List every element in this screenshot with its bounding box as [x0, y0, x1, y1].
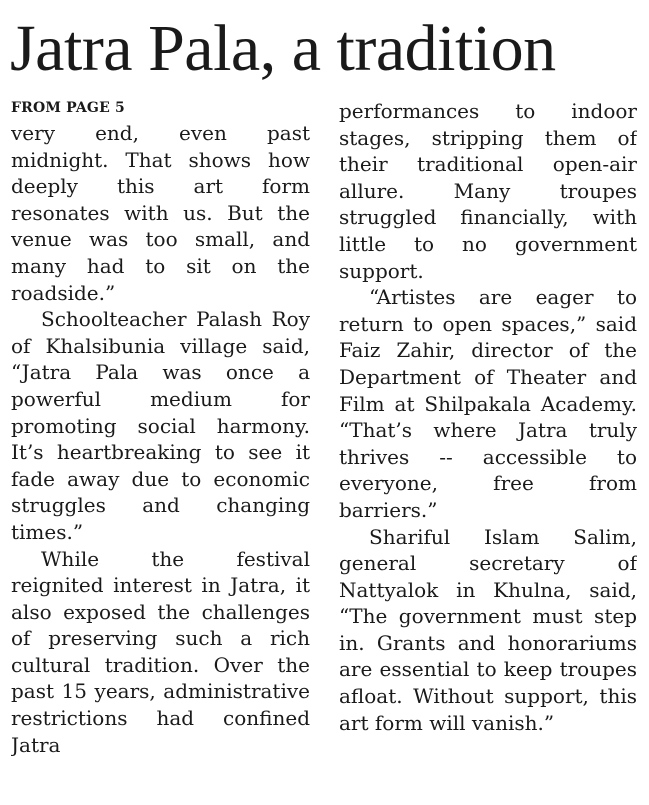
- paragraph: Schoolteacher Palash Roy of Khalsibunia village said, “Jatra Pala was once a powerful medium for promoting social harmony. It’s heartbreaking to see it fade away due to economic struggles and changing times.”: [11, 307, 310, 544]
- article-column-2: [339, 98, 637, 798]
- article-column-1: [11, 120, 310, 792]
- paragraph: “Artistes are eager to return to open spaces,” said Faiz Zahir, director of the Department of Theater and Film at Shilpakala Academy. “That’s where Jatra truly thrives -- accessible to everyone, free from barriers.”: [339, 285, 637, 522]
- paragraph: very end, even past midnight. That shows how deeply this art form resonates with us. But the venue was too small, and many had to sit on the roadside.”: [11, 121, 310, 305]
- headline: Jatra Pala, a tradition: [10, 12, 556, 85]
- paragraph: performances to indoor stages, stripping them of their traditional open-air allure. Many troupes struggled financially, with little to no government support.: [339, 99, 637, 283]
- paragraph: While the festival reignited interest in Jatra, it also exposed the challenges of preserving such a rich cultural tradition. Over the past 15 years, administrative restrictions had confined Jatra: [11, 546, 310, 757]
- paragraph: Shariful Islam Salim, general secretary of Nattyalok in Khulna, said, “The government must step in. Grants and honorariums are essential to keep troupes afloat. Without support, this art form will vanish.”: [339, 524, 637, 735]
- jump-label: FROM PAGE 5: [11, 100, 125, 116]
